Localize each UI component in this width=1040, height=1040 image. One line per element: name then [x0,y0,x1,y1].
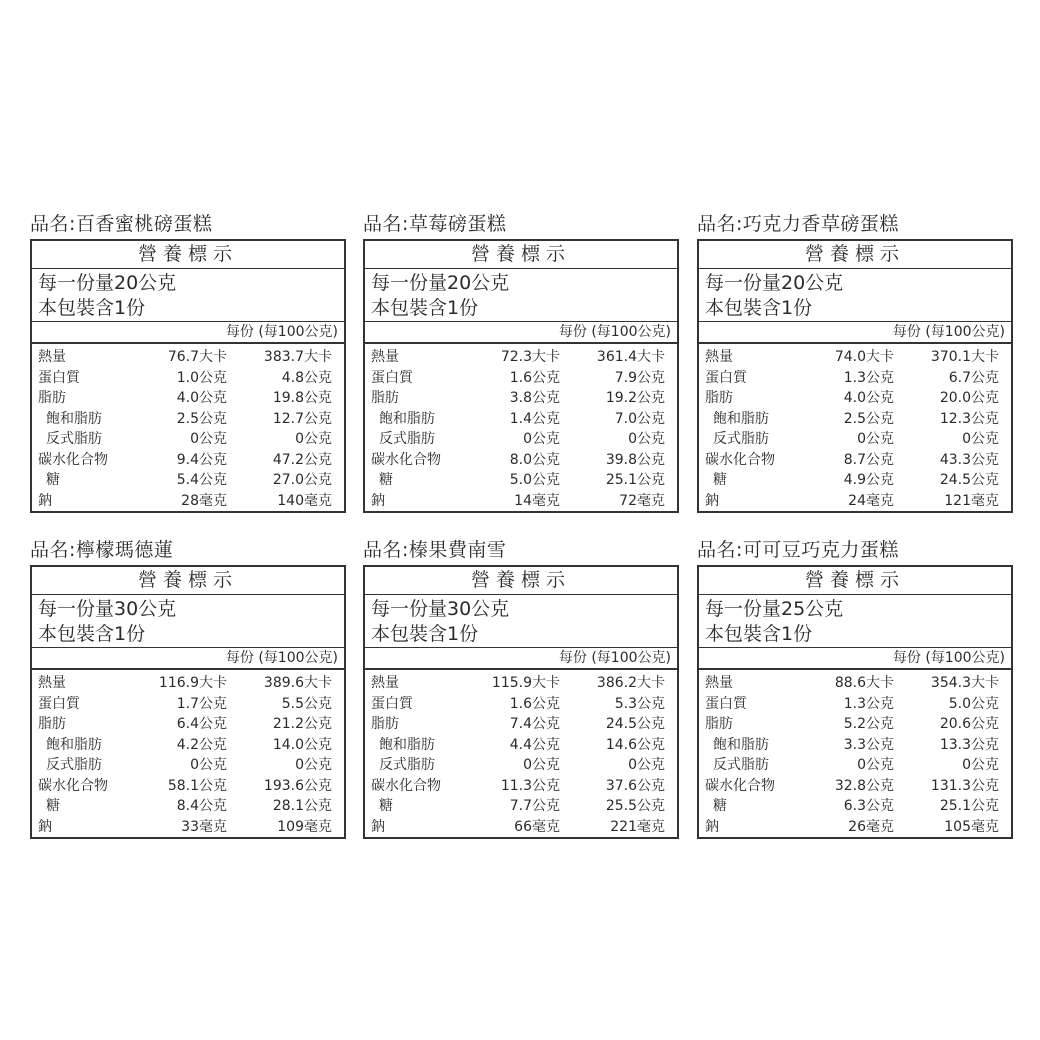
nutrient-name: 反式脂肪 [713,431,769,447]
per-100g-value: 12.7公克 [272,410,332,427]
per-100g-value: 383.7大卡 [263,349,332,365]
per-100g-value: 193.6公克 [263,777,332,794]
servings-per-package: 本包裝含1份 [371,297,479,319]
product-name: 品名:可可豆巧克力蛋糕 [697,539,899,561]
per-100g-value: 28.1公克 [272,798,332,814]
per-100g-value: 0公克 [295,757,332,773]
per-100g-value: 20.6公克 [939,716,999,732]
per-serving-value: 5.2公克 [843,716,894,732]
per-serving-value: 58.1公克 [167,777,227,794]
product-name: 品名:百香蜜桃磅蛋糕 [30,213,213,235]
per-100g-value: 43.3公克 [939,451,999,468]
nutrient-row [699,694,1011,715]
serving-size: 每一份量25公克 [705,598,844,620]
nutrient-row [699,755,1011,776]
nutrition-label-title: 營養標示 [699,241,1011,269]
servings-per-package: 本包裝含1份 [705,297,813,319]
nutrition-label [30,565,346,839]
per-100g-value: 25.1公克 [605,472,665,488]
nutrient-name: 飽和脂肪 [713,736,769,753]
nutrient-row [365,694,677,715]
nutrient-name: 熱量 [371,349,399,365]
nutrient-row [32,714,344,735]
nutrient-name: 糖 [713,472,727,488]
per-100g-value: 0公克 [962,431,999,447]
nutrient-row [699,450,1011,471]
nutrient-name: 反式脂肪 [379,431,435,447]
nutrient-name: 脂肪 [371,390,399,406]
serving-size: 每一份量20公克 [38,272,177,294]
per-100g-value: 24.5公克 [939,472,999,488]
per-100g-value: 370.1大卡 [930,349,999,365]
per-100g-value: 121毫克 [944,492,999,509]
servings-per-package: 本包裝含1份 [705,623,813,645]
product-panel-4 [30,538,346,839]
nutrient-row [699,714,1011,735]
nutrient-row [365,755,677,776]
per-serving-value: 76.7大卡 [167,349,227,365]
serving-info [699,269,1011,322]
per-serving-value: 74.0大卡 [834,349,894,365]
nutrient-row [365,776,677,797]
nutrient-name: 反式脂肪 [713,757,769,773]
nutrition-label-title: 營養標示 [32,567,344,595]
product-panel-1 [30,212,346,513]
nutrient-row [365,388,677,409]
per-100g-value: 0公克 [628,431,665,447]
column-header: 每份 (每100公克) [699,648,1011,670]
per-serving-value: 0公克 [523,431,560,447]
nutrient-name: 蛋白質 [705,369,747,386]
nutrient-name: 反式脂肪 [46,757,102,773]
column-header: 每份 (每100公克) [32,648,344,670]
nutrient-name: 熱量 [371,675,399,691]
per-serving-value: 116.9大卡 [158,675,227,691]
product-name: 品名:巧克力香草磅蛋糕 [697,213,899,235]
per-100g-value: 20.0公克 [939,390,999,406]
nutrition-label-title: 營養標示 [365,567,677,595]
per-100g-value: 0公克 [962,757,999,773]
nutrient-row [365,347,677,368]
per-100g-value: 109毫克 [277,818,332,835]
per-serving-value: 9.4公克 [176,451,227,468]
per-100g-value: 14.6公克 [605,736,665,753]
nutrition-label-title: 營養標示 [365,241,677,269]
per-serving-value: 6.3公克 [843,798,894,814]
product-panel-5 [363,538,679,839]
per-100g-value: 131.3公克 [930,777,999,794]
per-100g-value: 389.6大卡 [263,675,332,691]
nutrition-label-title: 營養標示 [699,567,1011,595]
nutrient-name: 飽和脂肪 [379,410,435,427]
per-100g-value: 386.2大卡 [596,675,665,691]
nutrient-row [32,347,344,368]
nutrient-row [365,796,677,817]
nutrient-name: 反式脂肪 [46,431,102,447]
serving-size: 每一份量20公克 [371,272,510,294]
serving-size: 每一份量20公克 [705,272,844,294]
nutrient-row [699,347,1011,368]
per-100g-value: 19.2公克 [605,390,665,406]
nutrient-name: 鈉 [371,492,385,509]
per-100g-value: 13.3公克 [939,736,999,753]
per-100g-value: 140毫克 [277,492,332,509]
nutrient-name: 反式脂肪 [379,757,435,773]
nutrient-row [32,694,344,715]
per-100g-value: 7.9公克 [614,369,665,386]
nutrient-name: 糖 [46,472,60,488]
nutrient-rows [32,347,344,511]
per-100g-value: 105毫克 [944,818,999,835]
nutrient-row [699,796,1011,817]
nutrition-label [363,565,679,839]
nutrient-row [365,817,677,838]
product-name: 品名:榛果費南雪 [363,539,507,561]
nutrient-row [32,817,344,838]
nutrient-name: 蛋白質 [38,695,80,712]
nutrient-rows [699,673,1011,837]
per-serving-value: 4.0公克 [843,390,894,406]
nutrient-row [699,429,1011,450]
product-panel-3 [697,212,1013,513]
product-name: 品名:草莓磅蛋糕 [363,213,507,235]
nutrition-label-title: 營養標示 [32,241,344,269]
per-serving-value: 2.5公克 [176,410,227,427]
nutrient-row [32,673,344,694]
serving-size: 每一份量30公克 [371,598,510,620]
servings-per-package: 本包裝含1份 [371,623,479,645]
nutrient-row [32,429,344,450]
nutrient-name: 碳水化合物 [371,777,441,794]
product-panel-2 [363,212,679,513]
serving-info [365,595,677,648]
nutrient-name: 鈉 [38,818,52,835]
per-100g-value: 39.8公克 [605,451,665,468]
nutrient-name: 碳水化合物 [38,451,108,468]
per-100g-value: 14.0公克 [272,736,332,753]
serving-info [32,269,344,322]
nutrient-name: 飽和脂肪 [379,736,435,753]
nutrient-name: 脂肪 [705,716,733,732]
per-serving-value: 115.9大卡 [491,675,560,691]
per-serving-value: 1.6公克 [509,695,560,712]
nutrient-name: 熱量 [705,675,733,691]
per-serving-value: 0公克 [857,757,894,773]
nutrient-name: 飽和脂肪 [46,410,102,427]
per-100g-value: 0公克 [628,757,665,773]
per-serving-value: 0公克 [190,431,227,447]
nutrient-row [32,388,344,409]
per-serving-value: 1.0公克 [176,369,227,386]
serving-size: 每一份量30公克 [38,598,177,620]
per-100g-value: 7.0公克 [614,410,665,427]
per-serving-value: 32.8公克 [834,777,894,794]
per-serving-value: 28毫克 [181,492,227,509]
nutrient-row [699,368,1011,389]
nutrient-name: 蛋白質 [371,695,413,712]
nutrient-row [365,409,677,430]
nutrition-label [363,239,679,513]
product-panel-6 [697,538,1013,839]
per-serving-value: 1.6公克 [509,369,560,386]
nutrient-name: 糖 [379,472,393,488]
nutrient-row [32,470,344,491]
per-serving-value: 4.9公克 [843,472,894,488]
per-serving-value: 4.4公克 [509,736,560,753]
column-header: 每份 (每100公克) [699,322,1011,344]
nutrient-row [699,735,1011,756]
per-serving-value: 11.3公克 [500,777,560,794]
column-header: 每份 (每100公克) [365,648,677,670]
nutrition-label [697,239,1013,513]
nutrient-row [365,491,677,512]
nutrient-row [32,755,344,776]
per-serving-value: 0公克 [523,757,560,773]
per-100g-value: 5.0公克 [948,695,999,712]
nutrient-row [32,491,344,512]
nutrient-row [365,450,677,471]
servings-per-package: 本包裝含1份 [38,623,146,645]
product-name: 品名:檸檬瑪德蓮 [30,539,174,561]
per-serving-value: 8.0公克 [509,451,560,468]
nutrient-row [365,735,677,756]
nutrient-rows [365,347,677,511]
nutrient-row [365,714,677,735]
nutrient-name: 熱量 [38,675,66,691]
nutrient-row [365,368,677,389]
per-serving-value: 4.0公克 [176,390,227,406]
per-serving-value: 5.4公克 [176,472,227,488]
per-serving-value: 1.7公克 [176,695,227,712]
per-100g-value: 25.5公克 [605,798,665,814]
per-serving-value: 0公克 [857,431,894,447]
nutrient-name: 碳水化合物 [371,451,441,468]
nutrient-row [699,776,1011,797]
per-100g-value: 6.7公克 [948,369,999,386]
per-serving-value: 6.4公克 [176,716,227,732]
nutrient-row [699,817,1011,838]
nutrient-row [699,491,1011,512]
per-100g-value: 4.8公克 [281,369,332,386]
nutrient-row [32,450,344,471]
per-serving-value: 2.5公克 [843,410,894,427]
per-100g-value: 354.3大卡 [930,675,999,691]
per-serving-value: 26毫克 [848,818,894,835]
per-serving-value: 8.4公克 [176,798,227,814]
per-serving-value: 8.7公克 [843,451,894,468]
nutrient-name: 鈉 [705,818,719,835]
nutrient-row [699,388,1011,409]
nutrient-name: 碳水化合物 [705,777,775,794]
per-serving-value: 1.3公克 [843,695,894,712]
per-serving-value: 1.4公克 [509,410,560,427]
nutrient-name: 飽和脂肪 [46,736,102,753]
nutrient-row [365,673,677,694]
nutrient-row [32,776,344,797]
per-serving-value: 72.3大卡 [500,349,560,365]
nutrient-name: 鈉 [38,492,52,509]
per-100g-value: 72毫克 [619,492,665,509]
nutrient-name: 鈉 [371,818,385,835]
nutrient-rows [32,673,344,837]
per-100g-value: 5.5公克 [281,695,332,712]
per-serving-value: 3.3公克 [843,736,894,753]
per-serving-value: 7.4公克 [509,716,560,732]
per-100g-value: 221毫克 [610,818,665,835]
nutrient-name: 蛋白質 [371,369,413,386]
per-100g-value: 37.6公克 [605,777,665,794]
nutrient-name: 熱量 [705,349,733,365]
per-serving-value: 66毫克 [514,818,560,835]
per-serving-value: 3.8公克 [509,390,560,406]
nutrient-name: 熱量 [38,349,66,365]
nutrition-label [30,239,346,513]
serving-info [699,595,1011,648]
per-100g-value: 361.4大卡 [596,349,665,365]
nutrient-row [32,368,344,389]
nutrient-row [699,409,1011,430]
per-100g-value: 12.3公克 [939,410,999,427]
nutrient-name: 蛋白質 [705,695,747,712]
per-100g-value: 47.2公克 [272,451,332,468]
per-serving-value: 88.6大卡 [834,675,894,691]
nutrient-row [365,429,677,450]
per-serving-value: 4.2公克 [176,736,227,753]
per-serving-value: 33毫克 [181,818,227,835]
per-100g-value: 27.0公克 [272,472,332,488]
nutrient-name: 碳水化合物 [38,777,108,794]
nutrient-name: 碳水化合物 [705,451,775,468]
nutrient-name: 飽和脂肪 [713,410,769,427]
nutrient-row [32,796,344,817]
serving-info [365,269,677,322]
per-100g-value: 19.8公克 [272,390,332,406]
per-100g-value: 5.3公克 [614,695,665,712]
per-100g-value: 24.5公克 [605,716,665,732]
nutrient-name: 糖 [379,798,393,814]
nutrient-name: 脂肪 [371,716,399,732]
per-100g-value: 0公克 [295,431,332,447]
nutrient-name: 鈉 [705,492,719,509]
per-serving-value: 0公克 [190,757,227,773]
per-serving-value: 1.3公克 [843,369,894,386]
nutrient-row [699,673,1011,694]
nutrient-rows [699,347,1011,511]
servings-per-package: 本包裝含1份 [38,297,146,319]
per-serving-value: 7.7公克 [509,798,560,814]
per-100g-value: 25.1公克 [939,798,999,814]
nutrient-rows [365,673,677,837]
per-serving-value: 5.0公克 [509,472,560,488]
column-header: 每份 (每100公克) [365,322,677,344]
nutrient-name: 脂肪 [38,390,66,406]
per-serving-value: 14毫克 [514,492,560,509]
nutrient-name: 糖 [46,798,60,814]
per-100g-value: 21.2公克 [272,716,332,732]
nutrition-label [697,565,1013,839]
nutrient-row [365,470,677,491]
serving-info [32,595,344,648]
nutrient-row [699,470,1011,491]
nutrient-name: 脂肪 [38,716,66,732]
column-header: 每份 (每100公克) [32,322,344,344]
per-serving-value: 24毫克 [848,492,894,509]
nutrient-name: 糖 [713,798,727,814]
nutrient-row [32,735,344,756]
nutrient-row [32,409,344,430]
nutrient-name: 蛋白質 [38,369,80,386]
nutrient-name: 脂肪 [705,390,733,406]
